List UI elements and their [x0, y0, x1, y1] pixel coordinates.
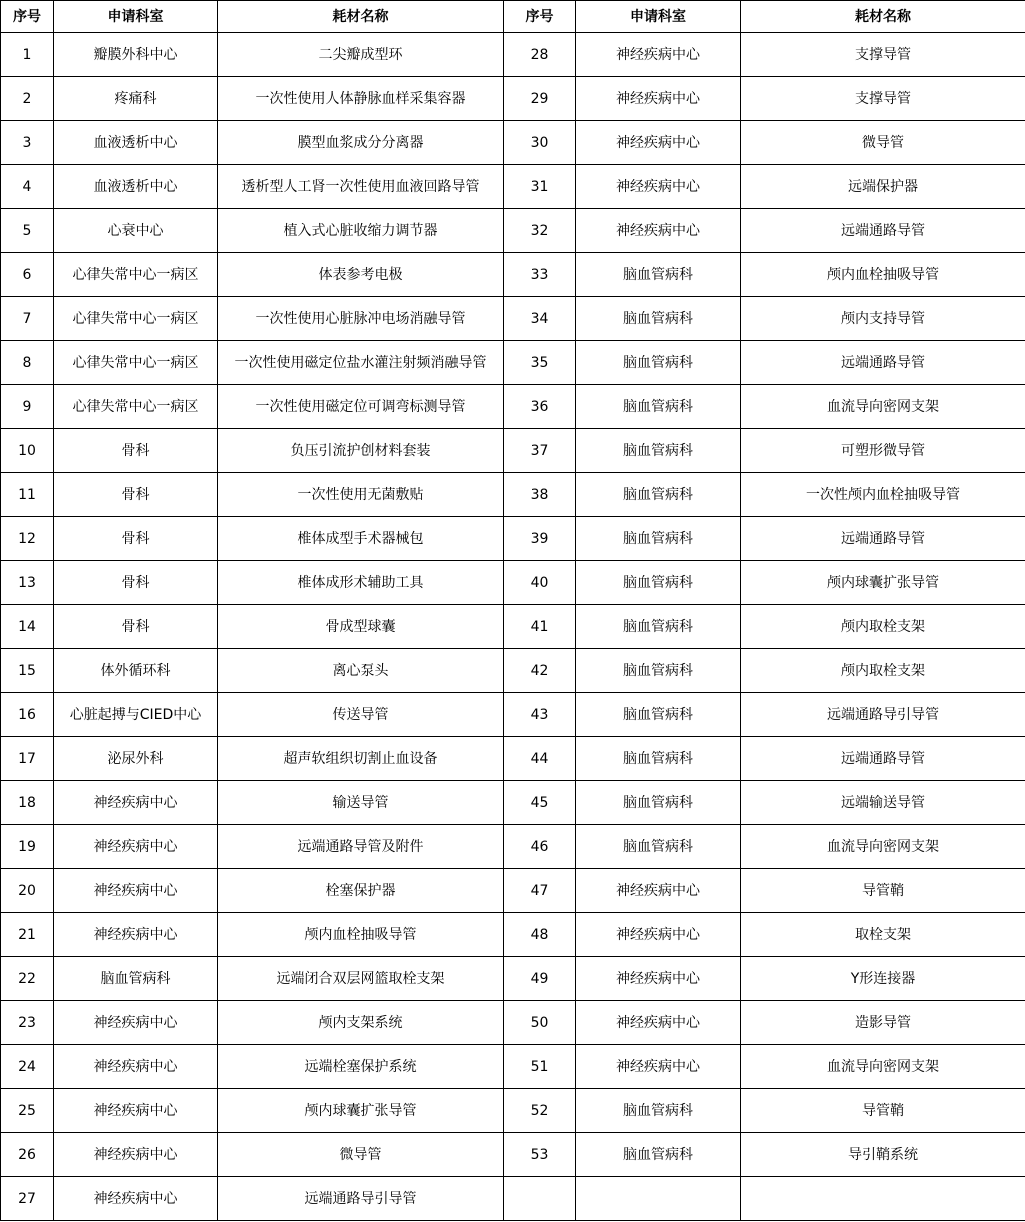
cell-item-right: Y形连接器	[741, 957, 1025, 1001]
cell-item-right: 取栓支架	[741, 913, 1025, 957]
table-row	[1, 913, 1025, 957]
cell-department-right: 神经疾病中心	[576, 33, 741, 77]
cell-department-left: 心律失常中心一病区	[54, 341, 218, 385]
cell-item-right: 颅内支持导管	[741, 297, 1025, 341]
cell-serial-left: 20	[1, 869, 54, 913]
cell-serial-left: 5	[1, 209, 54, 253]
table-row	[1, 1001, 1025, 1045]
table-row	[1, 473, 1025, 517]
cell-item-left: 离心泵头	[218, 649, 504, 693]
cell-serial-right: 31	[504, 165, 576, 209]
cell-serial-right: 45	[504, 781, 576, 825]
header-row	[1, 1, 1025, 33]
cell-department-right: 脑血管病科	[576, 253, 741, 297]
table-row	[1, 869, 1025, 913]
table-row	[1, 781, 1025, 825]
cell-department-left: 脑血管病科	[54, 957, 218, 1001]
table-row	[1, 737, 1025, 781]
cell-department-right: 神经疾病中心	[576, 209, 741, 253]
cell-department-left: 血液透析中心	[54, 121, 218, 165]
header-department-left: 申请科室	[54, 1, 218, 33]
cell-department-left: 心律失常中心一病区	[54, 253, 218, 297]
cell-serial-left: 25	[1, 1089, 54, 1133]
cell-department-left: 神经疾病中心	[54, 1177, 218, 1221]
table-row	[1, 253, 1025, 297]
cell-department-right: 脑血管病科	[576, 517, 741, 561]
cell-department-left: 体外循环科	[54, 649, 218, 693]
cell-item-left: 传送导管	[218, 693, 504, 737]
cell-serial-left: 2	[1, 77, 54, 121]
cell-item-left: 远端通路导管及附件	[218, 825, 504, 869]
cell-department-right: 脑血管病科	[576, 1089, 741, 1133]
cell-item-right: 造影导管	[741, 1001, 1025, 1045]
cell-item-right: 支撑导管	[741, 33, 1025, 77]
cell-item-right: 远端通路导管	[741, 341, 1025, 385]
cell-item-right: 支撑导管	[741, 77, 1025, 121]
cell-serial-left: 21	[1, 913, 54, 957]
cell-serial-left: 13	[1, 561, 54, 605]
cell-serial-right: 47	[504, 869, 576, 913]
cell-serial-right: 34	[504, 297, 576, 341]
cell-item-left: 一次性使用磁定位可调弯标测导管	[218, 385, 504, 429]
cell-serial-right: 49	[504, 957, 576, 1001]
cell-serial-left: 19	[1, 825, 54, 869]
cell-serial-right: 35	[504, 341, 576, 385]
cell-item-left: 植入式心脏收缩力调节器	[218, 209, 504, 253]
cell-serial-right: 51	[504, 1045, 576, 1089]
table-row	[1, 517, 1025, 561]
cell-item-left: 透析型人工肾一次性使用血液回路导管	[218, 165, 504, 209]
header-item-left: 耗材名称	[218, 1, 504, 33]
cell-item-right	[741, 1177, 1025, 1221]
cell-serial-left: 9	[1, 385, 54, 429]
table-row	[1, 1133, 1025, 1177]
cell-serial-right: 53	[504, 1133, 576, 1177]
cell-serial-left: 16	[1, 693, 54, 737]
cell-department-right: 脑血管病科	[576, 341, 741, 385]
cell-item-left: 一次性使用心脏脉冲电场消融导管	[218, 297, 504, 341]
cell-department-right: 脑血管病科	[576, 825, 741, 869]
cell-item-left: 骨成型球囊	[218, 605, 504, 649]
cell-serial-right: 28	[504, 33, 576, 77]
cell-department-left: 神经疾病中心	[54, 1045, 218, 1089]
cell-department-left: 神经疾病中心	[54, 781, 218, 825]
cell-serial-right: 42	[504, 649, 576, 693]
cell-item-right: 远端通路导管	[741, 209, 1025, 253]
cell-item-right: 远端通路导管	[741, 517, 1025, 561]
table-body	[1, 33, 1025, 1221]
cell-department-right: 神经疾病中心	[576, 957, 741, 1001]
table-row	[1, 605, 1025, 649]
cell-item-left: 远端闭合双层网篮取栓支架	[218, 957, 504, 1001]
cell-serial-right: 48	[504, 913, 576, 957]
cell-item-left: 一次性使用磁定位盐水灌注射频消融导管	[218, 341, 504, 385]
cell-serial-right: 37	[504, 429, 576, 473]
cell-department-left: 瓣膜外科中心	[54, 33, 218, 77]
cell-department-left: 心衰中心	[54, 209, 218, 253]
cell-department-left: 心律失常中心一病区	[54, 385, 218, 429]
cell-serial-left: 22	[1, 957, 54, 1001]
cell-serial-right: 52	[504, 1089, 576, 1133]
cell-department-right: 脑血管病科	[576, 473, 741, 517]
cell-serial-right: 50	[504, 1001, 576, 1045]
cell-item-left: 颅内血栓抽吸导管	[218, 913, 504, 957]
cell-item-right: 颅内球囊扩张导管	[741, 561, 1025, 605]
cell-serial-left: 27	[1, 1177, 54, 1221]
cell-serial-left: 18	[1, 781, 54, 825]
cell-serial-left: 6	[1, 253, 54, 297]
cell-department-left: 骨科	[54, 429, 218, 473]
cell-serial-right: 38	[504, 473, 576, 517]
cell-department-right: 神经疾病中心	[576, 869, 741, 913]
cell-item-left: 一次性使用人体静脉血样采集容器	[218, 77, 504, 121]
cell-serial-right: 33	[504, 253, 576, 297]
cell-item-left: 远端栓塞保护系统	[218, 1045, 504, 1089]
cell-item-left: 椎体成形术辅助工具	[218, 561, 504, 605]
cell-item-left: 椎体成型手术器械包	[218, 517, 504, 561]
cell-department-right: 神经疾病中心	[576, 121, 741, 165]
header-serial-right: 序号	[504, 1, 576, 33]
cell-serial-right	[504, 1177, 576, 1221]
cell-department-right: 脑血管病科	[576, 737, 741, 781]
cell-department-left: 骨科	[54, 517, 218, 561]
cell-department-left: 神经疾病中心	[54, 1001, 218, 1045]
cell-department-right: 神经疾病中心	[576, 165, 741, 209]
cell-department-right: 神经疾病中心	[576, 913, 741, 957]
cell-department-right: 脑血管病科	[576, 649, 741, 693]
cell-item-left: 远端通路导引导管	[218, 1177, 504, 1221]
cell-item-right: 远端通路导引导管	[741, 693, 1025, 737]
cell-item-left: 一次性使用无菌敷贴	[218, 473, 504, 517]
cell-item-right: 一次性颅内血栓抽吸导管	[741, 473, 1025, 517]
table-row	[1, 77, 1025, 121]
cell-department-left: 血液透析中心	[54, 165, 218, 209]
cell-department-right: 脑血管病科	[576, 781, 741, 825]
cell-item-right: 颅内血栓抽吸导管	[741, 253, 1025, 297]
cell-item-left: 超声软组织切割止血设备	[218, 737, 504, 781]
table-row	[1, 429, 1025, 473]
cell-serial-right: 30	[504, 121, 576, 165]
cell-serial-right: 32	[504, 209, 576, 253]
cell-department-right: 神经疾病中心	[576, 1001, 741, 1045]
cell-serial-right: 43	[504, 693, 576, 737]
cell-department-left: 神经疾病中心	[54, 913, 218, 957]
cell-serial-right: 40	[504, 561, 576, 605]
cell-serial-left: 8	[1, 341, 54, 385]
header-serial-left: 序号	[1, 1, 54, 33]
cell-item-right: 导管鞘	[741, 1089, 1025, 1133]
cell-department-left: 神经疾病中心	[54, 1133, 218, 1177]
cell-serial-left: 23	[1, 1001, 54, 1045]
cell-serial-left: 7	[1, 297, 54, 341]
cell-item-right: 远端通路导管	[741, 737, 1025, 781]
cell-item-left: 微导管	[218, 1133, 504, 1177]
cell-department-right: 脑血管病科	[576, 693, 741, 737]
cell-department-right: 脑血管病科	[576, 605, 741, 649]
table-row	[1, 341, 1025, 385]
cell-department-left: 神经疾病中心	[54, 869, 218, 913]
cell-department-right: 脑血管病科	[576, 297, 741, 341]
table-row	[1, 1177, 1025, 1221]
table-row	[1, 209, 1025, 253]
cell-serial-right: 41	[504, 605, 576, 649]
cell-item-right: 远端输送导管	[741, 781, 1025, 825]
cell-serial-left: 14	[1, 605, 54, 649]
cell-serial-right: 29	[504, 77, 576, 121]
table-row	[1, 825, 1025, 869]
header-department-right: 申请科室	[576, 1, 741, 33]
cell-item-right: 颅内取栓支架	[741, 649, 1025, 693]
cell-item-left: 栓塞保护器	[218, 869, 504, 913]
cell-serial-right: 44	[504, 737, 576, 781]
cell-department-left: 心律失常中心一病区	[54, 297, 218, 341]
table-row	[1, 165, 1025, 209]
cell-item-left: 颅内球囊扩张导管	[218, 1089, 504, 1133]
table-row	[1, 33, 1025, 77]
cell-serial-left: 1	[1, 33, 54, 77]
header-item-right: 耗材名称	[741, 1, 1025, 33]
table-row	[1, 121, 1025, 165]
cell-item-left: 输送导管	[218, 781, 504, 825]
cell-department-left: 泌尿外科	[54, 737, 218, 781]
table-row	[1, 1089, 1025, 1133]
cell-department-left: 神经疾病中心	[54, 1089, 218, 1133]
cell-department-right: 脑血管病科	[576, 1133, 741, 1177]
cell-item-right: 血流导向密网支架	[741, 1045, 1025, 1089]
table-row	[1, 649, 1025, 693]
cell-item-left: 体表参考电极	[218, 253, 504, 297]
cell-department-right	[576, 1177, 741, 1221]
cell-department-right: 脑血管病科	[576, 429, 741, 473]
cell-department-left: 心脏起搏与CIED中心	[54, 693, 218, 737]
cell-serial-right: 36	[504, 385, 576, 429]
cell-item-left: 负压引流护创材料套装	[218, 429, 504, 473]
cell-serial-left: 15	[1, 649, 54, 693]
cell-serial-left: 3	[1, 121, 54, 165]
cell-serial-left: 10	[1, 429, 54, 473]
cell-serial-left: 24	[1, 1045, 54, 1089]
cell-item-right: 血流导向密网支架	[741, 825, 1025, 869]
cell-serial-left: 4	[1, 165, 54, 209]
cell-serial-left: 12	[1, 517, 54, 561]
cell-department-right: 脑血管病科	[576, 385, 741, 429]
table-row	[1, 957, 1025, 1001]
cell-serial-left: 26	[1, 1133, 54, 1177]
table-row	[1, 1045, 1025, 1089]
cell-item-left: 二尖瓣成型环	[218, 33, 504, 77]
cell-department-right: 神经疾病中心	[576, 77, 741, 121]
cell-serial-right: 39	[504, 517, 576, 561]
cell-item-left: 膜型血浆成分分离器	[218, 121, 504, 165]
table-row	[1, 297, 1025, 341]
table-row	[1, 561, 1025, 605]
cell-department-left: 骨科	[54, 473, 218, 517]
cell-department-right: 神经疾病中心	[576, 1045, 741, 1089]
cell-item-right: 微导管	[741, 121, 1025, 165]
table-row	[1, 693, 1025, 737]
cell-department-left: 骨科	[54, 561, 218, 605]
cell-department-left: 疼痛科	[54, 77, 218, 121]
table-row	[1, 385, 1025, 429]
cell-item-right: 颅内取栓支架	[741, 605, 1025, 649]
cell-serial-left: 11	[1, 473, 54, 517]
cell-item-right: 可塑形微导管	[741, 429, 1025, 473]
cell-item-left: 颅内支架系统	[218, 1001, 504, 1045]
cell-item-right: 导引鞘系统	[741, 1133, 1025, 1177]
cell-department-left: 骨科	[54, 605, 218, 649]
cell-serial-right: 46	[504, 825, 576, 869]
cell-department-left: 神经疾病中心	[54, 825, 218, 869]
cell-item-right: 远端保护器	[741, 165, 1025, 209]
cell-department-right: 脑血管病科	[576, 561, 741, 605]
cell-item-right: 导管鞘	[741, 869, 1025, 913]
cell-item-right: 血流导向密网支架	[741, 385, 1025, 429]
cell-serial-left: 17	[1, 737, 54, 781]
